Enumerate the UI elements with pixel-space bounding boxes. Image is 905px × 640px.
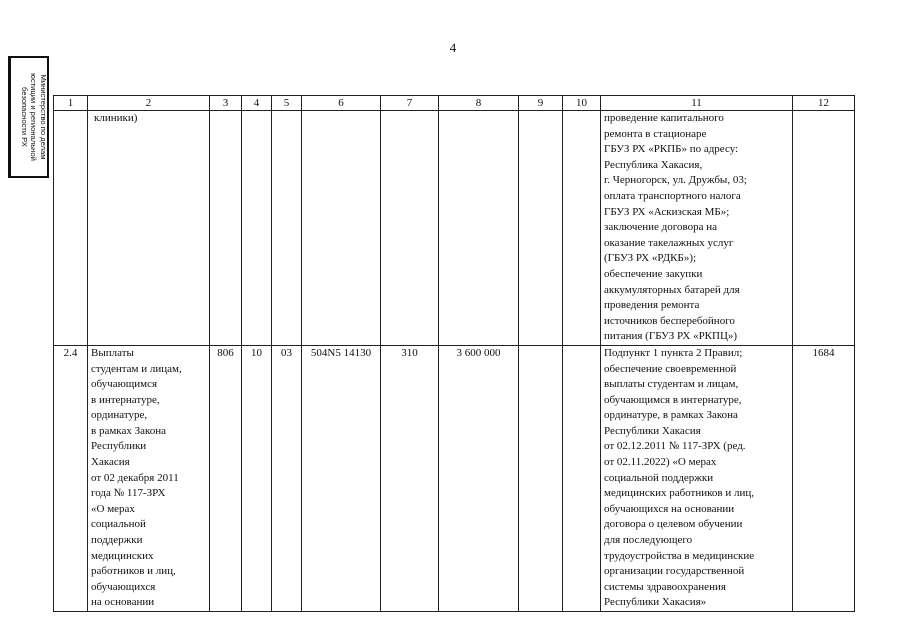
cell-col3 [210,111,242,346]
column-header: 1 [54,96,88,111]
column-header: 9 [519,96,563,111]
cell-number [54,111,88,346]
cell-number: 2.4 [54,345,88,611]
cell-col9 [519,111,563,346]
table-row [54,345,855,611]
cell-col10 [563,111,601,346]
stamp-line: безопасности РХ [20,87,29,147]
cell-col3: 806 [210,345,242,611]
column-header: 12 [793,96,855,111]
cell-col7 [381,111,439,346]
cell-col12 [793,111,855,346]
cell-col10 [563,345,601,611]
column-header: 5 [272,96,302,111]
header-row [54,96,855,111]
stamp-line: Министерство по делам [39,74,48,160]
cell-col7: 310 [381,345,439,611]
column-header: 8 [439,96,519,111]
cell-justification: проведение капитального ремонта в стационаре ГБУЗ РХ «РКПБ» по адресу: Республика Хакасия, г. Черногорск, ул. Дружбы, 03; оплата транспортного налога ГБУЗ РХ «Аскизская МБ»; заключение договора на оказание такелажных услуг (ГБУЗ РХ «РДКБ»); обеспечение закупки аккумуляторных батарей для проведения ремонта источников бесперебойного питания (ГБУЗ РХ «РКПЦ») [601,111,793,346]
cell-justification: Подпункт 1 пункта 2 Правил; обеспечение своевременной выплаты студентам и лицам, обучающимся в интернатуре, ординатуре, в рамках Закона Республики Хакасия от 02.12.2011 № 117-ЗРХ (ред. от 02.11.2022) «О мерах социальной поддержки медицинских работников и лиц, обучающихся на основании договора о целевом обучении для последующего трудоустройства в медицинские организации государственной системы здравоохранения Республики Хакасия» [601,345,793,611]
column-header: 6 [302,96,381,111]
page-number: 4 [449,40,457,55]
cell-col8 [439,111,519,346]
column-header: 2 [88,96,210,111]
cell-description: клиники) [88,111,210,346]
column-header: 11 [601,96,793,111]
stamp-line: юстиции и региональной [29,73,39,161]
cell-col8: 3 600 000 [439,345,519,611]
cell-description: Выплаты студентам и лицам, обучающимся в интернатуре, ординатуре, в рамках Закона Республики Хакасия от 02 декабря 2011 года № 117-ЗРХ «О мерах социальной поддержки медицинских работников и лиц, обучающихся на основании [88,345,210,611]
cell-col5: 03 [272,345,302,611]
cell-col4: 10 [242,345,272,611]
cell-col4 [242,111,272,346]
stamp-text [20,61,49,173]
cell-col5 [272,111,302,346]
cell-col12: 1684 [793,345,855,611]
budget-table [53,95,855,612]
column-header: 3 [210,96,242,111]
column-header: 7 [381,96,439,111]
table-row [54,111,855,346]
registration-stamp [8,56,49,178]
column-header: 10 [563,96,601,111]
cell-col6 [302,111,381,346]
cell-col6: 504N5 14130 [302,345,381,611]
column-header: 4 [242,96,272,111]
cell-col9 [519,345,563,611]
